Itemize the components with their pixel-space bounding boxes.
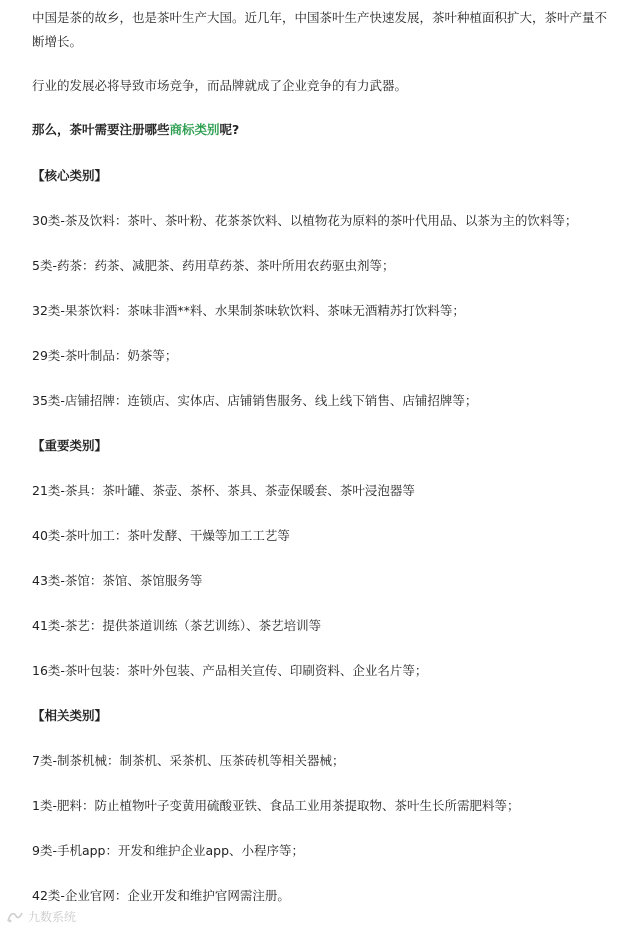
list-item: 40类-茶叶加工：茶叶发酵、干燥等加工工艺等 (32, 528, 290, 543)
watermark-text: 九数系统 (28, 910, 77, 924)
list-item: 7类-制茶机械：制茶机、采茶机、压茶砖机等相关器械； (32, 753, 345, 768)
list-item: 35类-店铺招牌：连锁店、实体店、店铺销售服务、线上线下销售、店铺招牌等； (32, 393, 478, 408)
list-item: 21类-茶具：茶叶罐、茶壶、茶杯、茶具、茶壶保暖套、茶叶浸泡器等 (32, 483, 415, 498)
list-item: 41类-茶艺：提供茶道训练（茶艺训练）、茶艺培训等 (32, 618, 322, 633)
list-item: 43类-茶馆：茶馆、茶馆服务等 (32, 573, 203, 588)
watermark (6, 908, 76, 925)
intro-paragraph-2: 行业的发展必将导致市场竞争，而品牌就成了企业竞争的有力武器。 (32, 78, 408, 93)
question-suffix: 呢? (219, 122, 240, 137)
list-item: 29类-茶叶制品：奶茶等； (32, 348, 178, 363)
trademark-category-link[interactable]: 商标类别 (169, 122, 220, 137)
list-item: 42类-企业官网：企业开发和维护官网需注册。 (32, 888, 290, 903)
list-item: 30类-茶及饮料：茶叶、茶叶粉、花茶茶饮料、以植物花为原料的茶叶代用品、以茶为主的饮料等； (32, 213, 578, 228)
list-item: 1类-肥料：防止植物叶子变黄用硫酸亚铁、食品工业用茶提取物、茶叶生长所需肥料等； (32, 798, 520, 813)
list-item: 16类-茶叶包装：茶叶外包装、产品相关宣传、印刷资料、企业名片等； (32, 663, 428, 678)
list-item: 32类-果茶饮料：茶味非酒**料、水果制茶味软饮料、茶味无酒精苏打饮料等； (32, 303, 465, 318)
question-prefix: 那么，茶叶需要注册哪些 (32, 122, 170, 137)
section-heading-important: 【重要类别】 (32, 438, 108, 453)
brand-logo-icon (6, 910, 24, 924)
intro-paragraph-1: 中国是茶的故乡，也是茶叶生产大国。近几年，中国茶叶生产快速发展，茶叶种植面积扩大，茶叶产量不断增长。 (32, 10, 608, 49)
section-heading-core: 【核心类别】 (32, 168, 108, 183)
question-line (32, 118, 622, 142)
list-item: 5类-药茶：药茶、减肥茶、药用草药茶、茶叶所用农药驱虫剂等； (32, 258, 395, 273)
list-item: 9类-手机app：开发和维护企业app、小程序等； (32, 843, 305, 858)
section-heading-related: 【相关类别】 (32, 708, 108, 723)
